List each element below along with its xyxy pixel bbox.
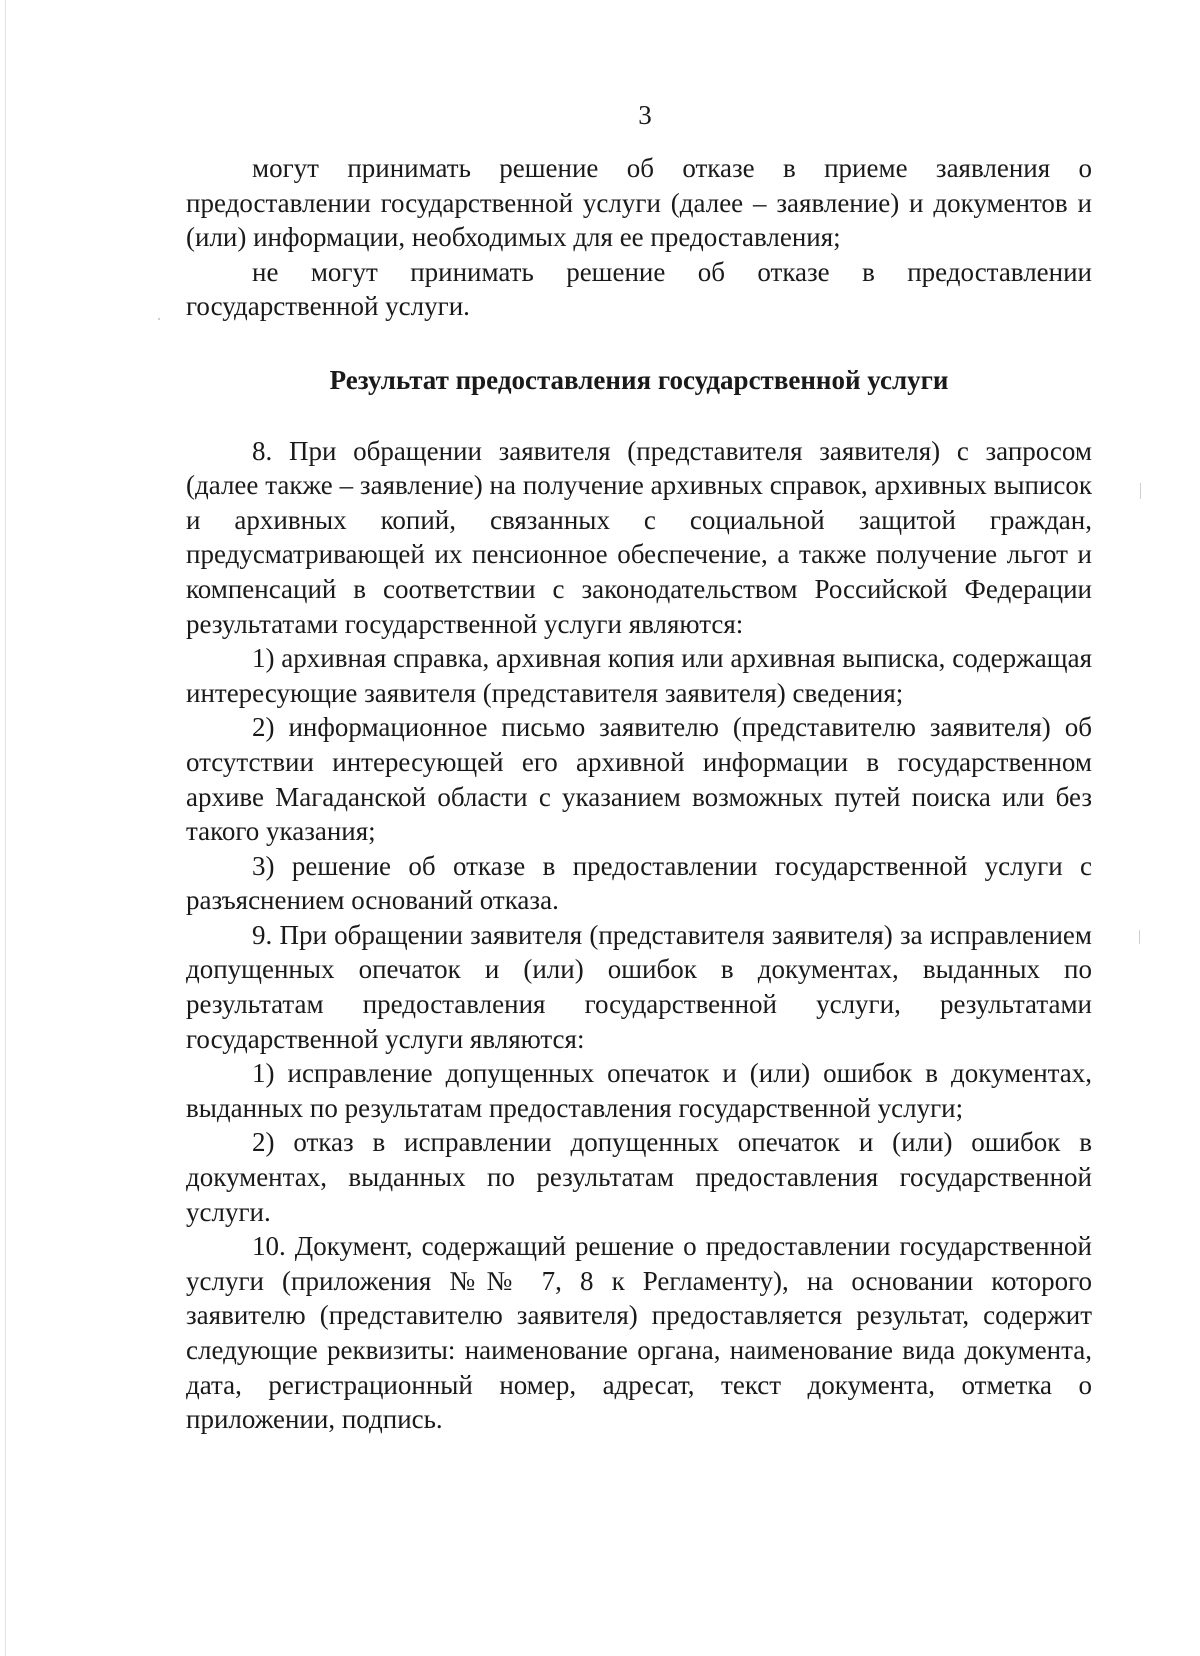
scan-edge-line: [5, 0, 6, 1656]
scan-speck: [1139, 930, 1140, 944]
paragraph-8-item-3: 3) решение об отказе в предоставлении государственной услуги с разъяснением оснований отказа.: [186, 850, 1092, 916]
paragraph-10: 10. Документ, содержащий решение о предоставлении государственной услуги (приложения №№ 7, 8 к Регламенту), на основании которого заявителю (представителю заявителя) предоставляется результат, содержит следующие реквизиты: наименование органа, наименование вида документа, дата, регистрационный номер, адресат, текст документа, отметка о приложении, подпись.: [186, 1231, 1092, 1435]
scan-speck: [1140, 483, 1141, 499]
paragraph-no-refusal: не могут принимать решение об отказе в предоставлении государственной услуги.: [186, 256, 1092, 322]
paragraph-9: 9. При обращении заявителя (представителя заявителя) за исправлением допущенных опечаток и (или) ошибок в документах, выданных по результатам предоставления государственной услуги, результатами государственной услуги являются:: [186, 919, 1092, 1054]
scan-speck: [158, 318, 160, 320]
section-heading: Результат предоставления государственной услуги: [329, 364, 949, 395]
paragraph-refusal-acceptance: могут принимать решение об отказе в приеме заявления о предоставлении государственной услуги (далее – заявление) и документов и (или) информации, необходимых для ее предоставления;: [186, 153, 1092, 253]
paragraph-9-item-2: 2) отказ в исправлении допущенных опечаток и (или) ошибок в документах, выданных по результатам предоставления государственной услуги.: [186, 1127, 1092, 1227]
paragraph-9-item-1: 1) исправление допущенных опечаток и (или) ошибок в документах, выданных по результатам предоставления государственной услуги;: [186, 1058, 1092, 1123]
paragraph-8-item-1: 1) архивная справка, архивная копия или архивная выписка, содержащая интересующие заявителя (представителя заявителя) сведения;: [186, 643, 1092, 708]
page-number: 3: [638, 100, 652, 130]
paragraph-8: 8. При обращении заявителя (представителя заявителя) с запросом (далее также – заявление) на получение архивных справок, архивных выписок и архивных копий, связанных с социальной защитой граждан, предусматривающей их пенсионное обеспечение, а также получение льгот и компенсаций в соответствии с законодательством Российской Федерации результатами государственной услуги являются:: [186, 435, 1092, 639]
document-body: [186, 151, 1092, 1437]
paragraph-8-item-2: 2) информационное письмо заявителю (представителю заявителя) об отсутствии интересующей его архивной информации в государственном архиве Магаданской области с указанием возможных путей поиска или без такого указания;: [186, 712, 1092, 847]
